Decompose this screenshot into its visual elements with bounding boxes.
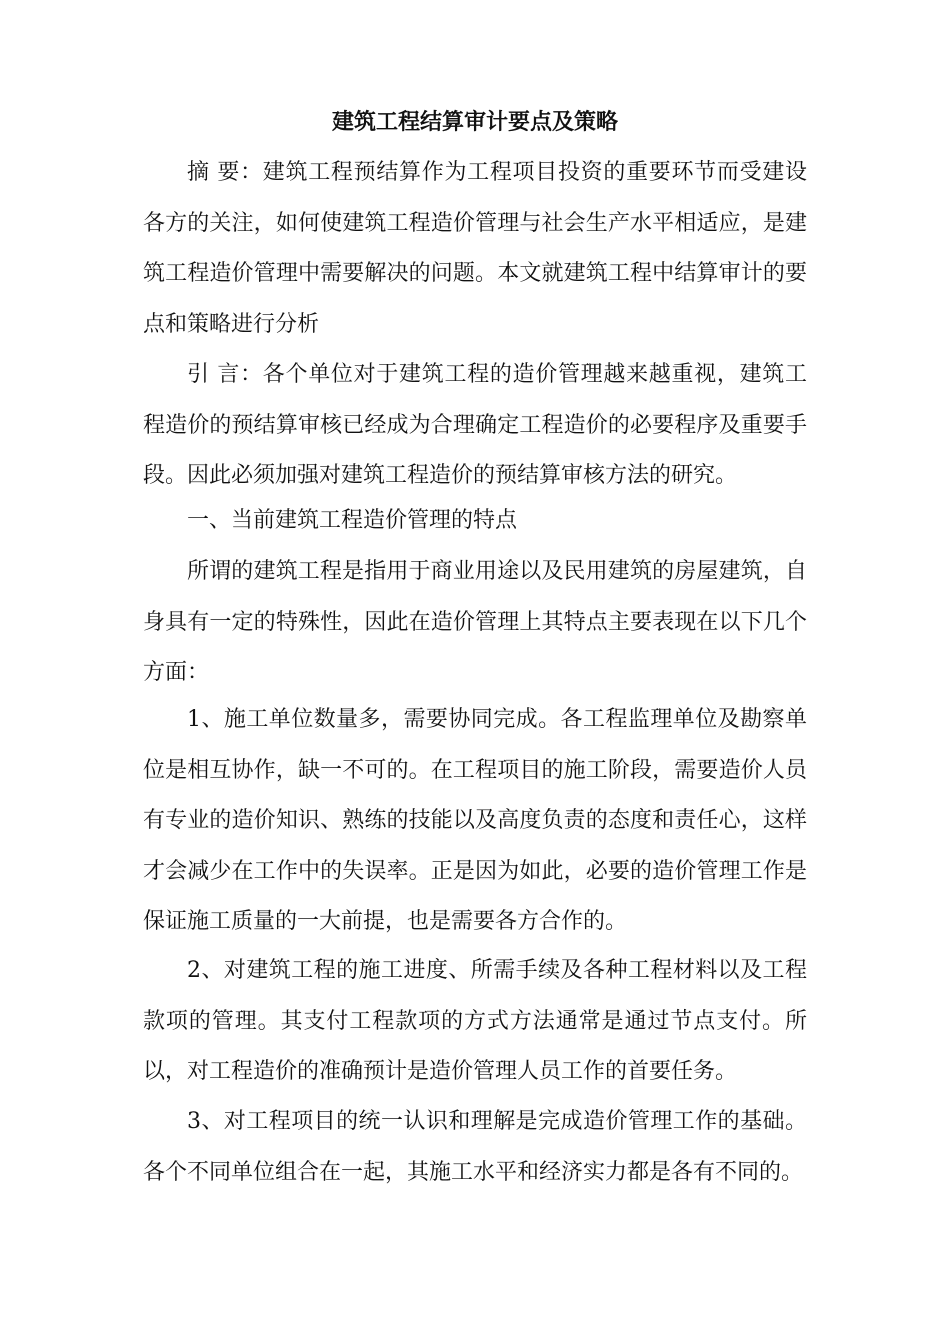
body-paragraph: 所谓的建筑工程是指用于商业用途以及民用建筑的房屋建筑，自身具有一定的特殊性，因此在造价管理上其特点主要表现在以下几个方面： (143, 559, 807, 685)
abstract-paragraph: 摘 要：建筑工程预结算作为工程项目投资的重要环节而受建设各方的关注，如何使建筑工程造价管理与社会生产水平相适应，是建筑工程造价管理中需要解决的问题。本文就建筑工程中结算审计的要点和策略进行分析 (143, 160, 807, 337)
list-item-1: 1、施工单位数量多，需要协同完成。各工程监理单位及勘察单位是相互协作，缺一不可的。在工程项目的施工阶段，需要造价人员有专业的造价知识、熟练的技能以及高度负责的态度和责任心，这样才会减少在工作中的失误率。正是因为如此，必要的造价管理工作是保证施工质量的一大前提，也是需要各方合作的。 (143, 707, 807, 934)
document-title: 建筑工程结算审计要点及策略 (331, 109, 618, 135)
section-heading-1: 一、当前建筑工程造价管理的特点 (187, 508, 518, 533)
introduction-paragraph: 引 言：各个单位对于建筑工程的造价管理越来越重视，建筑工程造价的预结算审核已经成为合理确定工程造价的必要程序及重要手段。因此必须加强对建筑工程造价的预结算审核方法的研究。 (143, 362, 807, 488)
list-item-3: 3、对工程项目的统一认识和理解是完成造价管理工作的基础。各个不同单位组合在一起，其施工水平和经济实力都是各有不同的。 (143, 1109, 807, 1185)
list-item-2: 2、对建筑工程的施工进度、所需手续及各种工程材料以及工程款项的管理。其支付工程款项的方式方法通常是通过节点支付。所以，对工程造价的准确预计是造价管理人员工作的首要任务。 (143, 958, 807, 1084)
